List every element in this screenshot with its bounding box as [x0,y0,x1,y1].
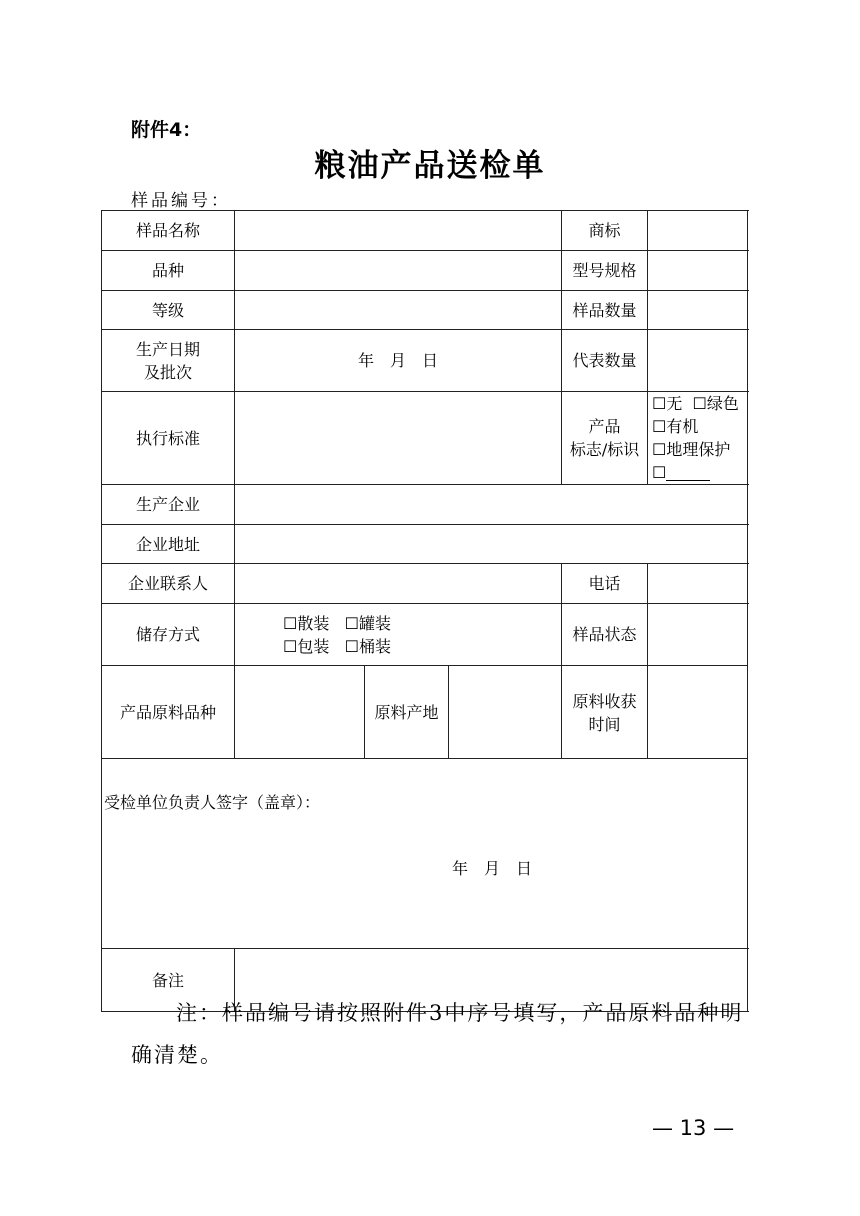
inspection-form-table [101,210,748,1012]
table-row [102,759,748,949]
product-label-options [648,392,748,485]
table-row [102,291,748,330]
harvest-time-field[interactable] [648,666,748,759]
trademark-field[interactable] [648,211,748,251]
form-title: 粮油产品送检单 [314,148,546,184]
table-row [102,666,748,759]
variety-field[interactable] [235,251,562,291]
grade-label: 等级 [102,291,235,330]
label-green-checkbox[interactable]: ☐绿色 [692,394,739,413]
raw-variety-field[interactable] [235,666,365,759]
attachment-label: 附件4： [131,119,202,141]
standard-field[interactable] [235,392,562,485]
signature-cell[interactable] [102,759,748,949]
address-field[interactable] [235,525,748,564]
table-row [102,211,748,251]
page-number: — 13 — [652,1116,735,1140]
producer-field[interactable] [235,485,748,525]
address-label: 企业地址 [102,525,235,564]
harvest-time-label [562,666,648,759]
label-organic-checkbox[interactable]: ☐有机 [652,417,699,436]
contact-label: 企业联系人 [102,564,235,604]
raw-variety-label: 产品原料品种 [102,666,235,759]
sample-name-field[interactable] [235,211,562,251]
model-spec-field[interactable] [648,251,748,291]
signature-label: 受检单位负责人签字（盖章）： [104,793,321,812]
grade-field[interactable] [235,291,562,330]
table-row [102,251,748,291]
table-row [102,330,748,392]
representative-quantity-label: 代表数量 [562,330,648,392]
production-date-label-line2: 及批次 [143,362,192,382]
label-none-checkbox[interactable]: ☐无 [652,394,683,413]
storage-label: 储存方式 [102,604,235,666]
producer-label: 生产企业 [102,485,235,525]
storage-options [235,604,562,666]
variety-label: 品种 [102,251,235,291]
production-date-label [102,330,235,392]
sample-state-field[interactable] [648,604,748,666]
table-row [102,525,748,564]
storage-bulk-checkbox[interactable]: ☐散装 [283,613,330,633]
phone-label: 电话 [562,564,648,604]
storage-bag-checkbox[interactable]: ☐包装 [283,636,330,656]
table-row [102,564,748,604]
harvest-time-label-line1: 原料收获 [572,692,637,711]
product-label-line2: 标志/标识 [569,440,640,459]
label-geo-checkbox[interactable]: ☐地理保护 [652,440,731,459]
footnote: 注：样品编号请按照附件3中序号填写，产品原料品种明确清楚。 [131,1001,744,1067]
sample-name-label: 样品名称 [102,211,235,251]
production-date-field[interactable]: 年 月 日 [235,330,562,392]
model-spec-label: 型号规格 [562,251,648,291]
storage-barrel-checkbox[interactable]: ☐桶装 [344,636,391,656]
standard-label: 执行标准 [102,392,235,485]
label-other-blank[interactable] [666,466,710,481]
sample-number-label: 样品编号： [131,191,231,211]
label-other-checkbox[interactable]: ☐ [652,463,667,482]
table-row [102,392,748,485]
phone-field[interactable] [648,564,748,604]
product-label-line1: 产品 [588,417,621,436]
storage-can-checkbox[interactable]: ☐罐装 [344,613,391,633]
sample-state-label: 样品状态 [562,604,648,666]
contact-field[interactable] [235,564,562,604]
representative-quantity-field[interactable] [648,330,748,392]
harvest-time-label-line2: 时间 [588,715,621,734]
remarks-label: 备注 [102,949,235,1012]
product-label-label [562,392,648,485]
raw-origin-label: 原料产地 [365,666,449,759]
table-row [102,604,748,666]
production-date-label-line1: 生产日期 [135,339,200,359]
sample-quantity-field[interactable] [648,291,748,330]
trademark-label: 商标 [562,211,648,251]
signature-date: 年 月 日 [452,859,533,878]
raw-origin-field[interactable] [449,666,562,759]
table-row [102,485,748,525]
sample-quantity-label: 样品数量 [562,291,648,330]
